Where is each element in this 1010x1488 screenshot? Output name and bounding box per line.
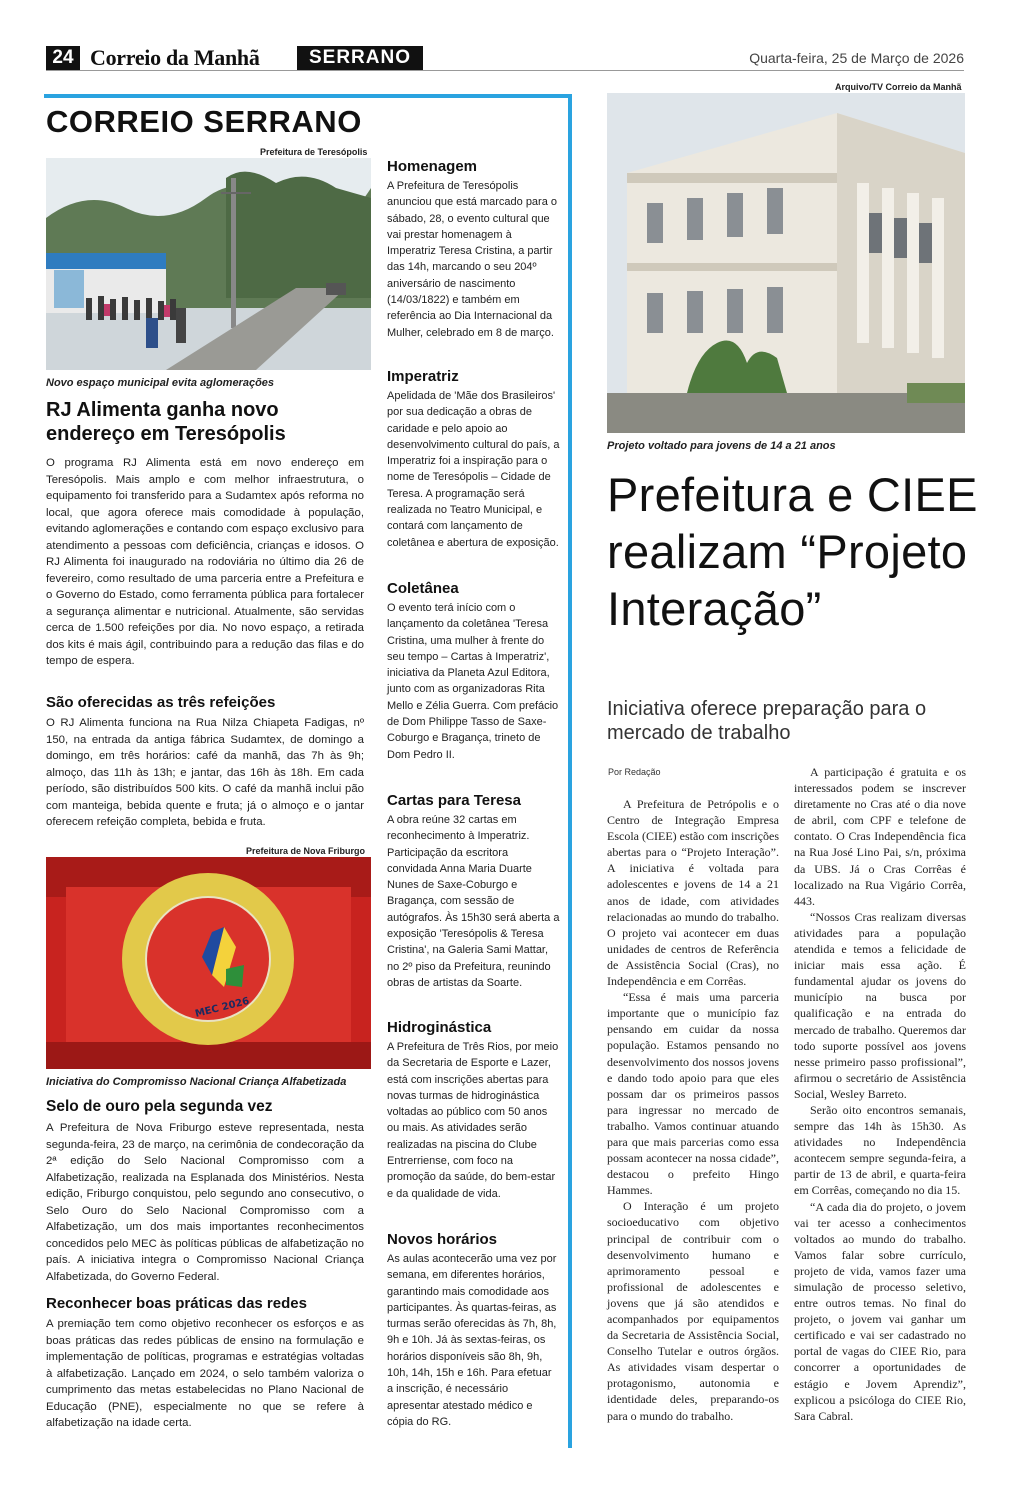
brief-title: Hidroginástica	[387, 1019, 492, 1036]
photo-caption: Projeto voltado para jovens de 14 a 21 anos	[607, 440, 836, 452]
main-story-column-2	[794, 764, 966, 1424]
brief-text: O evento terá início com o lançamento da coletânea 'Teresa Cristina, uma mulher à frente do seu tempo – Cartas à Imperatriz', iniciativa da Planeta Azul Editora, junto com as organizadoras Rita Mello e Zélia Guerra. Com prefácio de Dom Philippe Tasso de Saxe-Coburgo e Bragança, trineto de Dom Pedro II.	[387, 602, 559, 761]
news-brief	[387, 1231, 560, 1430]
story-body: A premiação tem como objetivo reconhecer os esforços e as boas práticas das redes públicas de ensino na formulação e implementação de políticas, programas e estratégias voltadas à alfabetização. Lançado em 2024, o selo também valoriza o cumprimento das metas estabelecidas no Plano Nacional de Educação (PNE), especialmente no que se refere à alfabetização na idade certa.	[46, 1318, 364, 1429]
story-subhead: São oferecidas as três refeições	[46, 694, 276, 711]
seal-year: MEC 2026	[194, 995, 251, 1020]
page-number: 24	[46, 46, 80, 70]
brief-title: Novos horários	[387, 1231, 498, 1248]
paragraph: A participação é gratuita e os interessados podem se inscrever diretamente no Cras até o dia nove de abril, com CPF e telefone de contato. O Cras Independência fica na Rua José Lino Pai, s/n, próxima da UBS. Já o Cras Corrêas é localizado na Rua Vigário Corrêa, 443.	[794, 765, 966, 908]
section-tab: SERRANO	[297, 46, 423, 70]
historic-building-photo-icon	[607, 93, 965, 433]
photo-caption: Iniciativa do Compromisso Nacional Criança Alfabetizada	[46, 1076, 347, 1088]
news-brief	[387, 1019, 560, 1202]
paragraph: O Interação é um projeto socioeducativo com objetivo principal de contribuir com o desenvolvimento humano e aprimoramento pessoal e profissional de adolescentes e jovens que já são atendidos e acompanhados por equipamentos da Secretaria de Assistência Social, Conselho Tutelar e outros órgãos. As atividades visam despertar o protagonismo, autonomia e identidade deles, preparando-os para o mundo do trabalho.	[607, 1199, 779, 1423]
paragraph: “A cada dia do projeto, o jovem vai ter acesso a conhecimentos voltados ao mundo do trabalho. Vamos falar sobre currículo, projeto de vida, vamos fazer uma simulação de processo seletivo, entre outros temas. No final do projeto, o jovem vai ganhar um certificado e vai ser cadastrado no portal de vagas do CIEE Rio, para concorrer a oportunidades de estágio e Jovem Aprendiz”, explicou a psicóloga do CIEE Rio, Sara Cabral.	[794, 1199, 966, 1423]
news-brief	[387, 792, 560, 991]
story-subhead: Reconhecer boas práticas das redes	[46, 1295, 307, 1312]
photo-credit: Prefeitura de Nova Friburgo	[246, 846, 366, 856]
paragraph: “Nossos Cras realizam diversas atividades para a população atendida e temos a felicidade de iniciar mais essa ação. É fundamental ajudar os jovens do município na busca por qualificação e na entrada do mercado de trabalho. Queremos dar todo suporte possível aos jovens nesse primeiro passo profissional”, afirmou o secretário de Assistência Social, Wesley Barreto.	[794, 909, 966, 1101]
paragraph: Serão oito encontros semanais, sempre das 14h às 15h30. As atividades no Independência acontecem sempre segunda-feira, a partir de 13 de abril, e quarta-feira em Corrêas, começando no dia 15.	[794, 1102, 966, 1198]
story-headline: RJ Alimenta ganha novo endereço em Teresópolis	[46, 399, 286, 445]
main-subheadline: Iniciativa oferece preparação para o mercado de trabalho	[607, 698, 927, 744]
news-brief	[387, 580, 560, 763]
brief-text: Apelidada de 'Mãe dos Brasileiros' por sua dedicação a obras de caridade e pelo apoio ao desenvolvimento cultural do país, a Imperatriz foi a inspiração para o nome de Teresópolis – Cidade de Teresa. A programação será realizada no Teatro Municipal, e contará com lançamento de coletânea e abertura de exposição.	[387, 390, 560, 549]
photo-caption: Novo espaço municipal evita aglomerações	[46, 377, 275, 389]
brief-text: A obra reúne 32 cartas em reconhecimento à Imperatriz. Participação da escritora convidada Anna Maria Duarte Nunes de Saxe-Coburgo e Bragança, com sessão de autógrafos. Às 15h30 será aberta a exposição 'Teresópolis & Teresa Cristina', na Galeria Sami Mattar, no 2º piso da Prefeitura, reunindo obras de artistas da Soarte.	[387, 814, 560, 989]
brief-title: Imperatriz	[387, 368, 459, 385]
paragraph: “Essa é mais uma parceria importante que o município faz pensando em cuidar da nossa população. Estamos pensando no desenvolvimento dos nossos jovens e dando todo apoio para que eles possam dar os primeiros passos para ingressar no mercado de trabalho. Vamos continuar atuando para que mais parcerias como essa possam acontecer na nossa cidade”, destacou o prefeito Hingo Hammes.	[607, 990, 779, 1198]
story-body: A Prefeitura de Nova Friburgo esteve representada, nesta segunda-feira, 23 de março, na cerimônia de condecoração da 2ª edição do Selo Nacional Compromisso com a Alfabetização, realizada na Esplanada dos Ministérios. Nesta edição, Friburgo conquistou, pelo segundo ano consecutivo, o Selo Ouro do Selo Nacional Compromisso com a Alfabetização, um dos mais importantes reconhecimentos concedidos pelo MEC às políticas públicas de alfabetização no país. A iniciativa integra o Compromisso Nacional Criança Alfabetizada, do Governo Federal.	[46, 1122, 364, 1283]
section-title: CORREIO SERRANO	[46, 104, 362, 139]
brief-text: As aulas acontecerão uma vez por semana, em diferentes horários, garantindo mais comodidade aos participantes. Às quartas-feiras, as turmas serão oferecidas às 7h, 8h, 9h e 10h. Já às sextas-feiras, os horários disponíveis são 8h, 9h, 10h, 14h, 15h e 16h. Para efetuar a inscrição, é necessário apresentar atestado médico e cópia do RG.	[387, 1253, 557, 1428]
story-body: O programa RJ Alimenta está em novo endereço em Teresópolis. Mais amplo e com melhor infraestrutura, o equipamento foi transferido para a Sudamtex após reforma no local, que agora oferece mais comodidade à população, evitando aglomerações e contando com espaço exclusivo para atendimento a pessoas com deficiência, crianças e idosos. O RJ Alimenta foi inaugurado na rodoviária no último dia 26 de fevereiro, como resultado de uma parceria entre a Prefeitura e o Governo do Estado, como ferramenta pública para fortalecer a segurança alimentar e nutricional. Atualmente, são servidas cerca de 1.500 refeições por dia. No novo espaço, a retirada dos kits é mais ágil, contribuindo para a redução das filas e do tempo de espera.	[46, 457, 364, 667]
story-headline: Selo de ouro pela segunda vez	[46, 1098, 273, 1115]
main-story-column-1	[607, 796, 779, 1424]
brief-text: A Prefeitura de Teresópolis anunciou que está marcado para o sábado, 28, o evento cultural que vai prestar homenagem à Imperatriz Teresa Cristina, a partir das 14h, marcando o seu 204º aniversário de nascimento (14/03/1822) e também em referência ao Dia Internacional da Mulher, celebrado em 8 de março.	[387, 180, 558, 339]
photo-credit: Arquivo/TV Correio da Manhã	[835, 82, 962, 92]
brief-text: A Prefeitura de Três Rios, por meio da Secretaria de Esporte e Lazer, está com inscrições abertas para novas turmas de hidroginástica voltadas ao público com 50 anos ou mais. As atividades serão realizadas na piscina do Clube Entrerriense, com foco na promoção da saúde, do bem-estar e da qualidade de vida.	[387, 1041, 559, 1200]
masthead: Correio da Manhã	[90, 45, 260, 70]
photo-credit: Prefeitura de Teresópolis	[260, 147, 368, 157]
brief-title: Coletânea	[387, 580, 459, 597]
alfabetizacao-seal-photo-icon	[46, 857, 371, 1069]
paragraph: A Prefeitura de Petrópolis e o Centro de Integração Empresa Escola (CIEE) estão com inscrições abertas para o “Projeto Interação”. A iniciativa é voltada para adolescentes e jovens de 14 a 21 anos de idade, com atividades relacionadas ao mundo do trabalho. O projeto vai acontecer em duas unidades de centros de Referência de Assistência Social (Cras), no Independência e em Corrêas.	[607, 797, 779, 989]
main-headline: Prefeitura e CIEE realizam “Projeto Interação”	[607, 468, 978, 635]
byline: Por Redação	[608, 767, 661, 777]
news-brief	[387, 158, 560, 341]
issue-date: Quarta-feira, 25 de Março de 2026	[749, 50, 964, 66]
street-crowd-photo-icon	[46, 158, 371, 370]
brief-title: Homenagem	[387, 158, 478, 175]
story-body: O RJ Alimenta funciona na Rua Nilza Chiapeta Fadigas, nº 150, na entrada da antiga fábrica Sudamtex, de domingo a domingo, em três horários: café da manhã, das 7h às 9h; almoço, das 11h às 13h; e jantar, das 16h às 18h. Em cada período, são distribuídos 500 kits. O café da manhã inclui pão com manteiga, bebida quente e fruta; já o almoço e o jantar oferecem refeição completa, bebida e fruta.	[46, 717, 364, 828]
header-divider	[46, 70, 964, 71]
news-brief	[387, 368, 560, 551]
brief-title: Cartas para Teresa	[387, 792, 521, 809]
